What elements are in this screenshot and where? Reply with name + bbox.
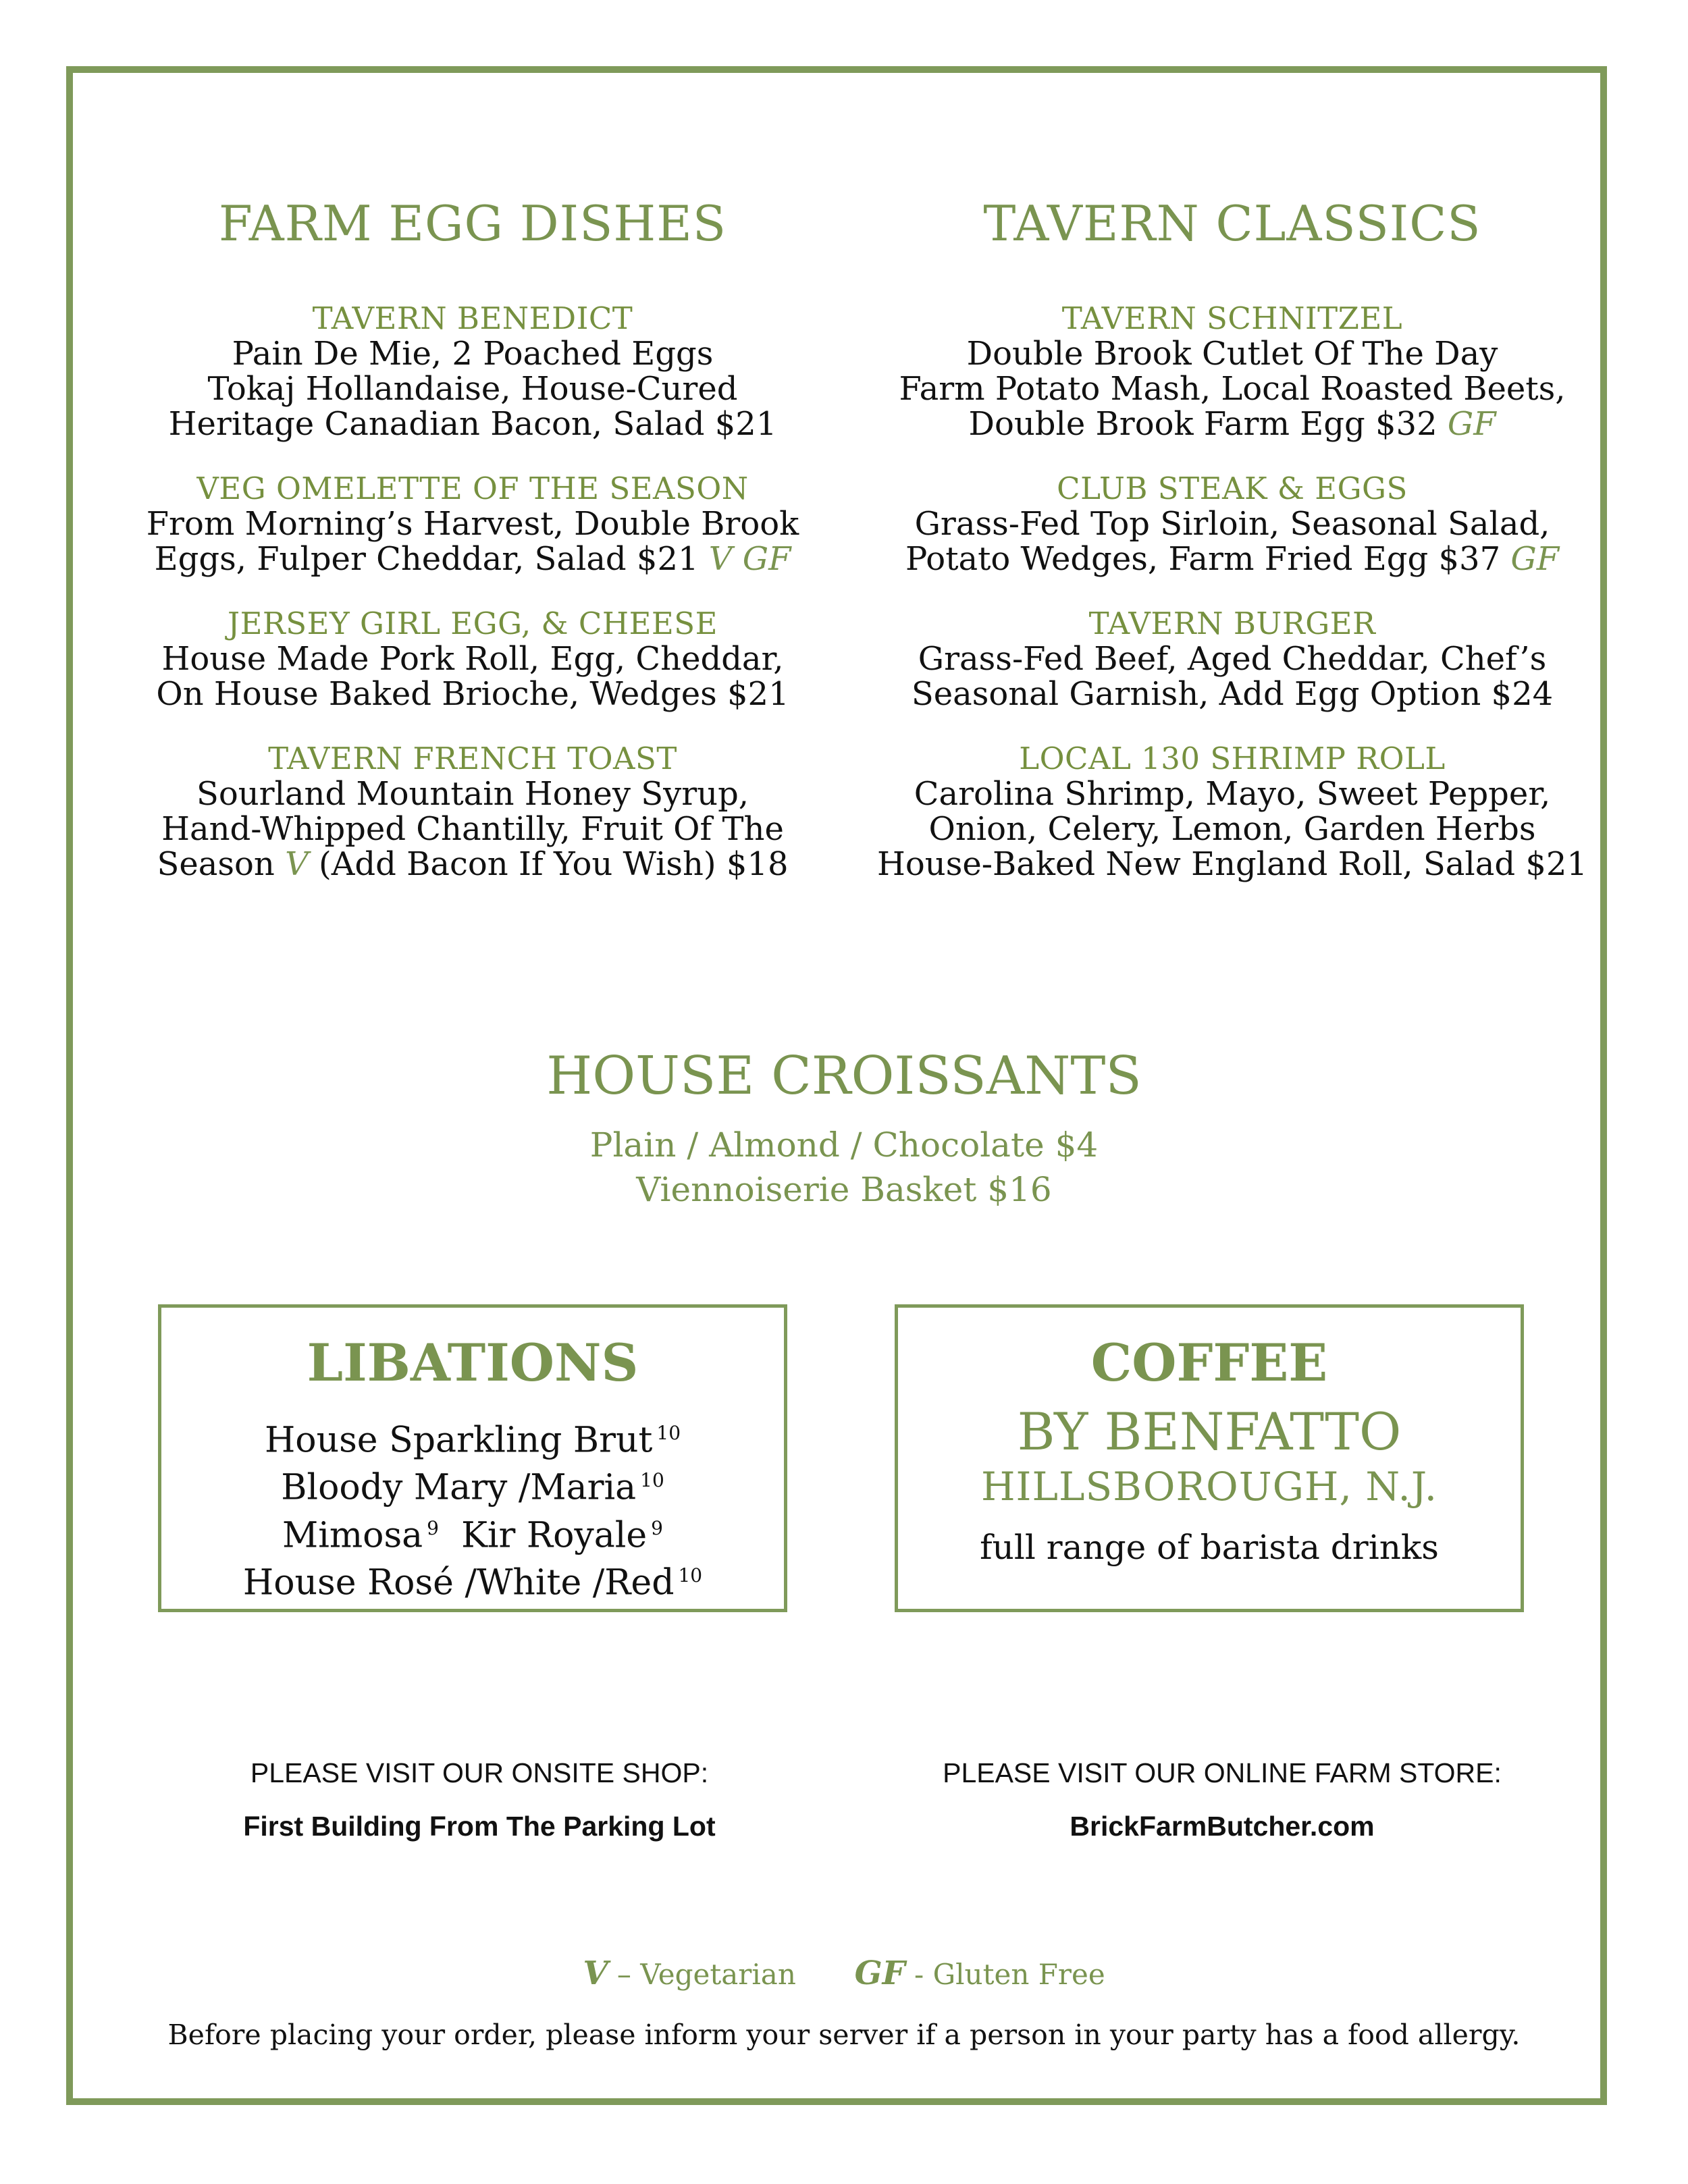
list-item — [161, 1460, 784, 1508]
menu-item — [84, 606, 861, 712]
menu-item — [844, 301, 1620, 442]
item-desc — [844, 336, 1620, 442]
diet-tag: V — [285, 845, 309, 883]
list-item — [161, 1413, 784, 1460]
item-name: TAVERN SCHNITZEL — [1061, 300, 1403, 336]
gluten-free-symbol: GF — [854, 1954, 905, 1992]
allergy-note: Before placing your order, please inform your server if a person in your party has a food allergy. — [167, 2019, 1521, 2051]
item-desc: House Made Pork Roll, Egg, Cheddar, On House Baked Brioche, Wedges $21 — [156, 640, 789, 713]
online-store — [834, 1759, 1610, 1840]
list-item — [161, 1508, 784, 1555]
item-desc: Grass-Fed Beef, Aged Cheddar, Chef’s Seasonal Garnish, Add Egg Option $24 — [911, 640, 1554, 713]
menu-item — [844, 471, 1620, 577]
item-desc-text: From Morning’s Harvest, Double Brook Eggs, Fulper Cheddar, Salad $21 — [146, 505, 799, 578]
vegetarian-symbol: V — [583, 1954, 608, 1992]
item-desc — [84, 776, 861, 882]
drink-price: 10 — [640, 1469, 664, 1492]
item-name: TAVERN FRENCH TOAST — [268, 741, 677, 776]
drink-price: 10 — [678, 1564, 703, 1587]
farm-egg-section — [84, 195, 861, 252]
drink-price: 9 — [651, 1516, 663, 1539]
section-title-croissants: HOUSE CROISSANTS — [546, 1046, 1142, 1107]
menu-item — [844, 606, 1620, 712]
online-store-heading: PLEASE VISIT OUR ONLINE FARM STORE: — [943, 1757, 1502, 1788]
diet-tag: GF — [1510, 540, 1560, 578]
drink-name: House Rosé /White /Red — [242, 1562, 675, 1603]
item-desc: Pain De Mie, 2 Poached Eggs Tokaj Hollandaise, House-Cured Heritage Canadian Bacon, Salad $21 — [168, 335, 777, 443]
menu-item — [84, 301, 861, 442]
libations-box — [158, 1304, 787, 1612]
online-store-url: BrickFarmButcher.com — [1070, 1811, 1375, 1842]
item-name: LOCAL 130 SHRIMP ROLL — [1019, 741, 1446, 776]
item-desc — [844, 506, 1620, 577]
croissant-line: Plain / Almond / Chocolate $4 — [589, 1125, 1099, 1165]
item-name: JERSEY GIRL EGG, & CHEESE — [228, 606, 718, 641]
libations-list — [161, 1413, 784, 1603]
diet-legend — [0, 1954, 1688, 1992]
diet-tag: V GF — [708, 540, 791, 578]
menu-item — [84, 471, 861, 577]
tavern-classics-items — [844, 301, 1620, 882]
drink-name: House Sparkling Brut — [264, 1420, 653, 1461]
coffee-box — [895, 1304, 1524, 1612]
item-desc: Carolina Shrimp, Mayo, Sweet Pepper, Onion, Celery, Lemon, Garden Herbs House-Baked New England Roll, Salad $21 — [877, 775, 1587, 883]
croissant-line: Viennoiserie Basket $16 — [636, 1170, 1052, 1209]
item-desc — [84, 506, 861, 577]
gluten-free-label: - Gluten Free — [914, 1958, 1105, 1991]
item-desc-text: Grass-Fed Top Sirloin, Seasonal Salad, Potato Wedges, Farm Fried Egg $37 — [905, 505, 1550, 578]
drink-name: Bloody Mary /Maria — [281, 1467, 637, 1508]
coffee-location: HILLSBOROUGH, N.J. — [980, 1464, 1438, 1510]
onsite-shop-heading: PLEASE VISIT OUR ONSITE SHOP: — [250, 1757, 709, 1788]
item-name: TAVERN BENEDICT — [312, 300, 633, 336]
item-desc-text: Sourland Mountain Honey Syrup, Hand-Whipped Chantilly, Fruit Of The Season — [157, 775, 784, 883]
item-name: VEG OMELETTE OF THE SEASON — [196, 471, 749, 506]
onsite-shop-location: First Building From The Parking Lot — [243, 1811, 716, 1842]
menu-item — [84, 741, 861, 882]
section-title-tavern-classics: TAVERN CLASSICS — [983, 195, 1481, 252]
farm-egg-items — [84, 301, 861, 882]
vegetarian-label: – Vegetarian — [616, 1958, 796, 1991]
tavern-classics-section — [844, 195, 1620, 252]
list-item — [161, 1555, 784, 1603]
menu-item — [844, 741, 1620, 882]
section-title-farm-egg: FARM EGG DISHES — [218, 195, 727, 252]
item-name: CLUB STEAK & EGGS — [1057, 471, 1408, 506]
drink-price: 9 — [427, 1516, 439, 1539]
onsite-shop — [91, 1759, 868, 1840]
drink-name: Kir Royale — [461, 1514, 648, 1555]
item-name: TAVERN BURGER — [1088, 606, 1376, 641]
item-desc-text: (Add Bacon If You Wish) $18 — [319, 845, 789, 883]
diet-tag: GF — [1447, 405, 1496, 443]
libations-title: LIBATIONS — [307, 1333, 639, 1393]
croissants-section — [0, 1046, 1688, 1212]
item-desc-text: Double Brook Cutlet Of The Day Farm Potato Mash, Local Roasted Beets, Double Brook Farm Egg $32 — [899, 335, 1566, 443]
drink-price: 10 — [656, 1422, 681, 1444]
coffee-roaster: BY BENFATTO — [1017, 1402, 1402, 1462]
drink-name: Mimosa — [282, 1514, 423, 1555]
coffee-desc: full range of barista drinks — [980, 1528, 1439, 1567]
coffee-title: COFFEE — [1090, 1333, 1328, 1393]
